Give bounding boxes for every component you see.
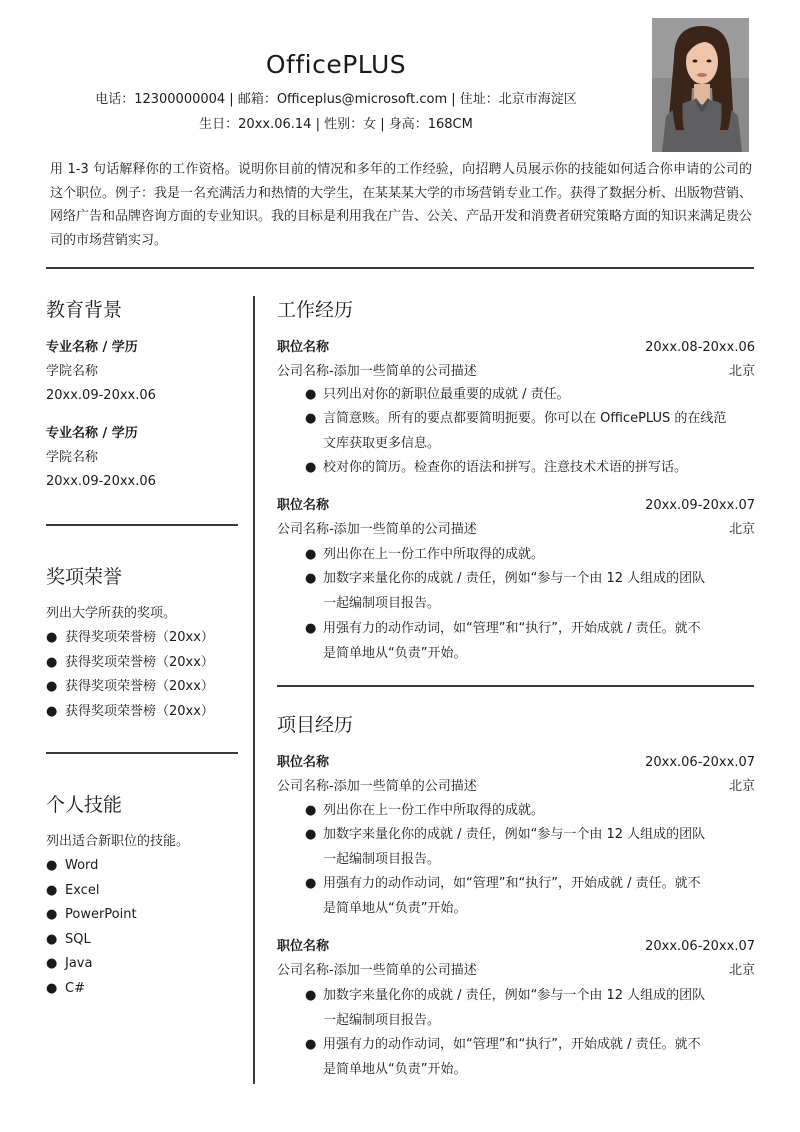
bullet-icon: ●: [305, 803, 317, 818]
work-period-1: 20xx.08-20xx.06: [645, 340, 755, 355]
awards-title: 奖项荣誉: [46, 566, 123, 588]
project-period-2: 20xx.06-20xx.07: [645, 939, 755, 954]
work-position-1: 职位名称: [277, 340, 330, 355]
bullet-icon: ●: [305, 876, 317, 891]
portrait-image: [652, 18, 749, 152]
project-bullet: ● 用强有力的动作动词，如“管理”和“执行”，开始成就 / 责任。就不 是简单地从“负责”开始。: [305, 1033, 757, 1082]
project-bullet: ● 加数字来量化你的成就 / 责任，例如“参与一个由 12 人组成的团队 一起编制项目报告。: [305, 823, 757, 872]
awards-item: ● 获得奖项荣誉榜（20xx）: [46, 675, 246, 700]
bullet-icon: ●: [46, 679, 58, 694]
bullet-icon: ●: [46, 630, 58, 645]
work-location-1: 北京: [728, 364, 755, 379]
bullet-icon: ●: [46, 703, 58, 719]
project-company-2: 公司名称-添加一些简单的公司描述: [277, 963, 477, 978]
bullet-icon: ●: [305, 411, 317, 426]
project-company-1: 公司名称-添加一些简单的公司描述: [277, 779, 477, 794]
awards-item: ● 获得奖项荣誉榜（20xx）: [46, 700, 246, 725]
education-major-2: 专业名称 / 学历: [46, 426, 138, 441]
bullet-icon: ●: [305, 988, 317, 1003]
left-divider-2: [46, 752, 238, 754]
skills-list: [46, 854, 246, 1001]
resume-name: OfficePLUS: [265, 50, 407, 79]
bullet-icon: ●: [46, 907, 58, 922]
contact-line-1: 电话：12300000004 | 邮箱：Officeplus@microsoft.com | 住址：北京市海淀区: [95, 92, 577, 107]
projects-title: 项目经历: [277, 714, 354, 736]
bullet-icon: ●: [305, 547, 317, 562]
education-major-1: 专业名称 / 学历: [46, 340, 138, 355]
skills-item: ● PowerPoint: [46, 903, 246, 928]
bullet-icon: ●: [305, 460, 317, 475]
bullet-icon: ●: [305, 387, 317, 402]
skills-item: ● SQL: [46, 928, 246, 953]
awards-intro: 列出大学所获的奖项。: [46, 606, 177, 621]
work-bullet: ● 校对你的简历。检查你的语法和拼写。注意技术术语的拼写话。: [305, 456, 757, 481]
contact-line-2: 生日：20xx.06.14 | 性别：女 | 身高：168CM: [199, 117, 473, 132]
project-bullet: ● 加数字来量化你的成就 / 责任，例如“参与一个由 12 人组成的团队 一起编制项目报告。: [305, 984, 757, 1033]
education-period-2: 20xx.09-20xx.06: [46, 474, 156, 489]
header-divider: [46, 267, 754, 269]
column-divider: [253, 296, 255, 1084]
skills-intro: 列出适合新职位的技能。: [46, 834, 190, 849]
skills-item: ● Word: [46, 854, 246, 879]
skills-item: ● Java: [46, 952, 246, 977]
bullet-icon: ●: [46, 931, 58, 947]
bullet-icon: ●: [305, 621, 317, 636]
bullet-icon: ●: [305, 571, 317, 586]
education-school-2: 学院名称: [46, 450, 99, 465]
work-position-2: 职位名称: [277, 498, 330, 513]
project-bullet: ● 用强有力的动作动词，如“管理”和“执行”，开始成就 / 责任。就不 是简单地从“负责”开始。: [305, 872, 757, 921]
work-period-2: 20xx.09-20xx.07: [645, 498, 755, 513]
project-position-2: 职位名称: [277, 939, 330, 954]
work-bullet: ● 言简意赅。所有的要点都要简明扼要。你可以在 OfficePLUS 的在线范 文库获取更多信息。: [305, 407, 757, 456]
awards-item: ● 获得奖项荣誉榜（20xx）: [46, 626, 246, 651]
work-company-1: 公司名称-添加一些简单的公司描述: [277, 364, 477, 379]
project-period-1: 20xx.06-20xx.07: [645, 755, 755, 770]
bullet-icon: ●: [46, 858, 58, 873]
right-divider: [277, 685, 754, 687]
bullet-icon: ●: [46, 882, 58, 898]
bullet-icon: ●: [305, 1037, 317, 1052]
work-bullet: ● 用强有力的动作动词，如“管理”和“执行”，开始成就 / 责任。就不 是简单地从“负责”开始。: [305, 617, 757, 666]
awards-list: [46, 626, 246, 724]
work-bullet: ● 只列出对你的新职位最重要的成就 / 责任。: [305, 383, 757, 408]
bullet-icon: ●: [46, 956, 58, 971]
skills-item: ● Excel: [46, 879, 246, 904]
work-title: 工作经历: [277, 299, 354, 321]
skills-item: ● C#: [46, 977, 246, 1002]
work-location-2: 北京: [728, 522, 755, 537]
bullet-icon: ●: [305, 827, 317, 842]
education-title: 教育背景: [46, 299, 123, 321]
bullet-icon: ●: [46, 654, 58, 670]
skills-title: 个人技能: [46, 794, 123, 816]
left-divider-1: [46, 524, 238, 526]
education-school-1: 学院名称: [46, 364, 99, 379]
project-location-1: 北京: [728, 779, 755, 794]
education-period-1: 20xx.09-20xx.06: [46, 388, 156, 403]
bullet-icon: ●: [46, 980, 58, 996]
profile-photo: [652, 18, 749, 152]
work-bullet: ● 列出你在上一份工作中所取得的成就。: [305, 543, 757, 568]
awards-item: ● 获得奖项荣誉榜（20xx）: [46, 651, 246, 676]
work-company-2: 公司名称-添加一些简单的公司描述: [277, 522, 477, 537]
summary-paragraph: 用 1-3 句话解释你的工作资格。说明你目前的情况和多年的工作经验，向招聘人员展示你的技能如何适合你申请的公司的这个职位。例子：我是一名充满活力和热情的大学生，在某某某大学的市场营销专业工作。获得了数据分析、出版物营销、网络广告和品牌咨询方面的专业知识。我的目标是利用我在广告、公关、产品开发和消费者研究策略方面的知识来满足贵公司的市场营销实习。: [50, 162, 753, 248]
work-bullet: ● 加数字来量化你的成就 / 责任，例如“参与一个由 12 人组成的团队 一起编制项目报告。: [305, 567, 757, 616]
project-location-2: 北京: [728, 963, 755, 978]
project-position-1: 职位名称: [277, 755, 330, 770]
project-bullet: ● 列出你在上一份工作中所取得的成就。: [305, 799, 757, 824]
